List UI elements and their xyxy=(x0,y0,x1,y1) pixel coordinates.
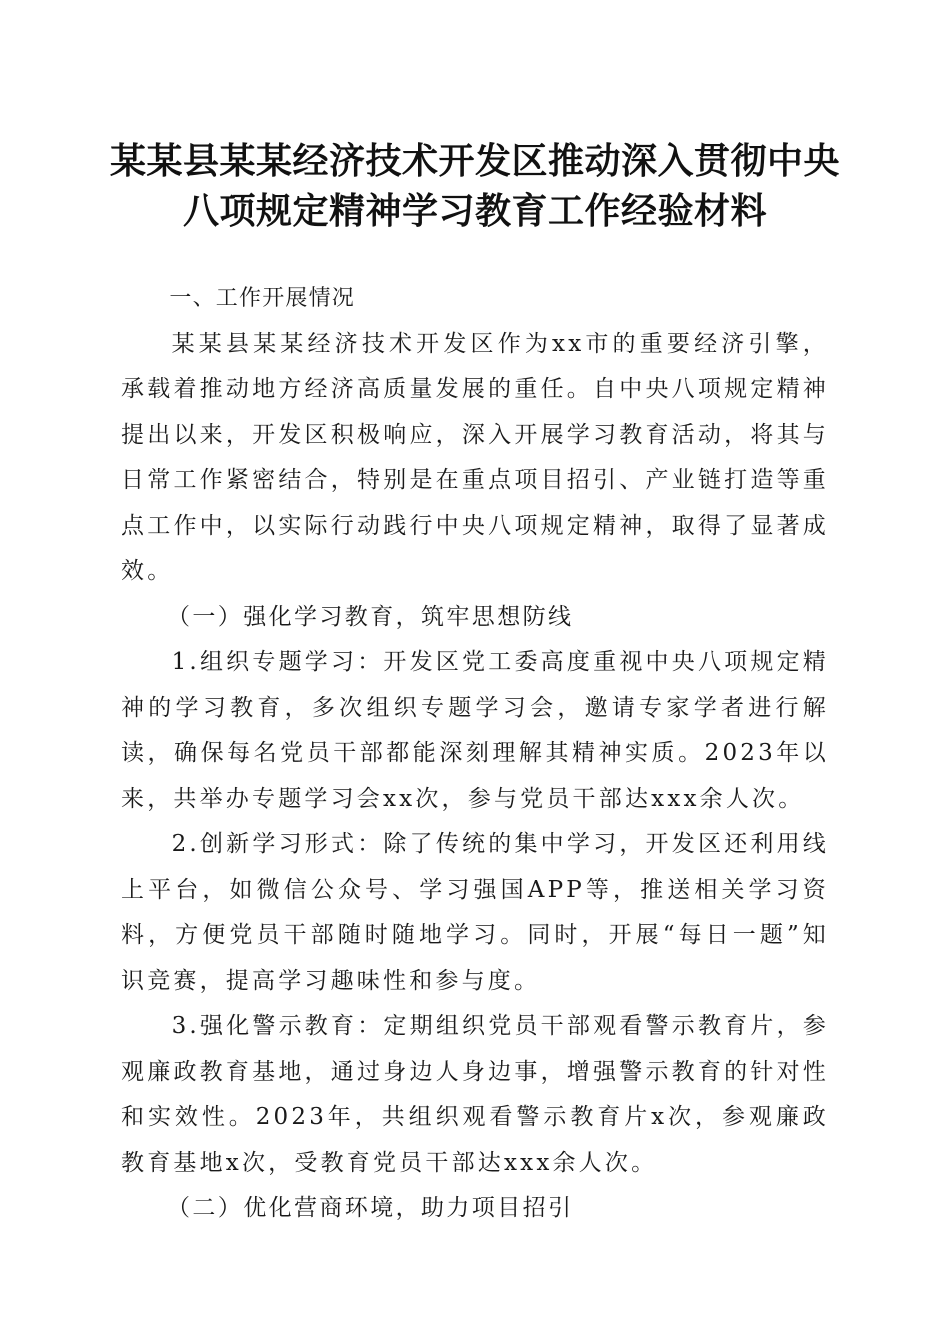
title-line-1: 某某县某某经济技术开发区推动深入贯彻中央 xyxy=(109,140,840,182)
section-1-heading: 一、工作开展情况 xyxy=(169,286,355,311)
intro-paragraph: 某某县某某经济技术开发区作为xx市的重要经济引擎，承载着推动地方经济高质量发展的重任。自中央八项规定精神提出以来，开发区积极响应，深入开展学习教育活动，将其与日常工作紧密结合，特别是在重点项目招引、产业链打造等重点工作中，以实际行动践行中央八项规定精神，取得了显著成效。 xyxy=(121,330,829,584)
document-body xyxy=(121,276,829,1232)
item-2-paragraph: 2.创新学习形式：除了传统的集中学习，开发区还利用线上平台，如微信公众号、学习强国APP等，推送相关学习资料，方便党员干部随时随地学习。同时，开展“每日一题”知识竞赛，提高学习趣味性和参与度。 xyxy=(121,831,829,994)
item-1-paragraph: 1.组织专题学习：开发区党工委高度重视中央八项规定精神的学习教育，多次组织专题学习会，邀请专家学者进行解读，确保每名党员干部都能深刻理解其精神实质。2023年以来，共举办专题学习会xx次，参与党员干部达xxx余人次。 xyxy=(121,649,829,812)
subsection-2-heading: （二）优化营商环境，助力项目招引 xyxy=(167,1195,574,1221)
subsection-1-heading: （一）强化学习教育，筑牢思想防线 xyxy=(167,603,574,630)
item-3-paragraph: 3.强化警示教育：定期组织党员干部观看警示教育片，参观廉政教育基地，通过身边人身边事，增强警示教育的针对性和实效性。2023年，共组织观看警示教育片x次，参观廉政教育基地x次，受教育党员干部达xxx余人次。 xyxy=(121,1013,829,1176)
document-title xyxy=(100,136,850,236)
title-line-2: 八项规定精神学习教育工作经验材料 xyxy=(182,190,767,232)
